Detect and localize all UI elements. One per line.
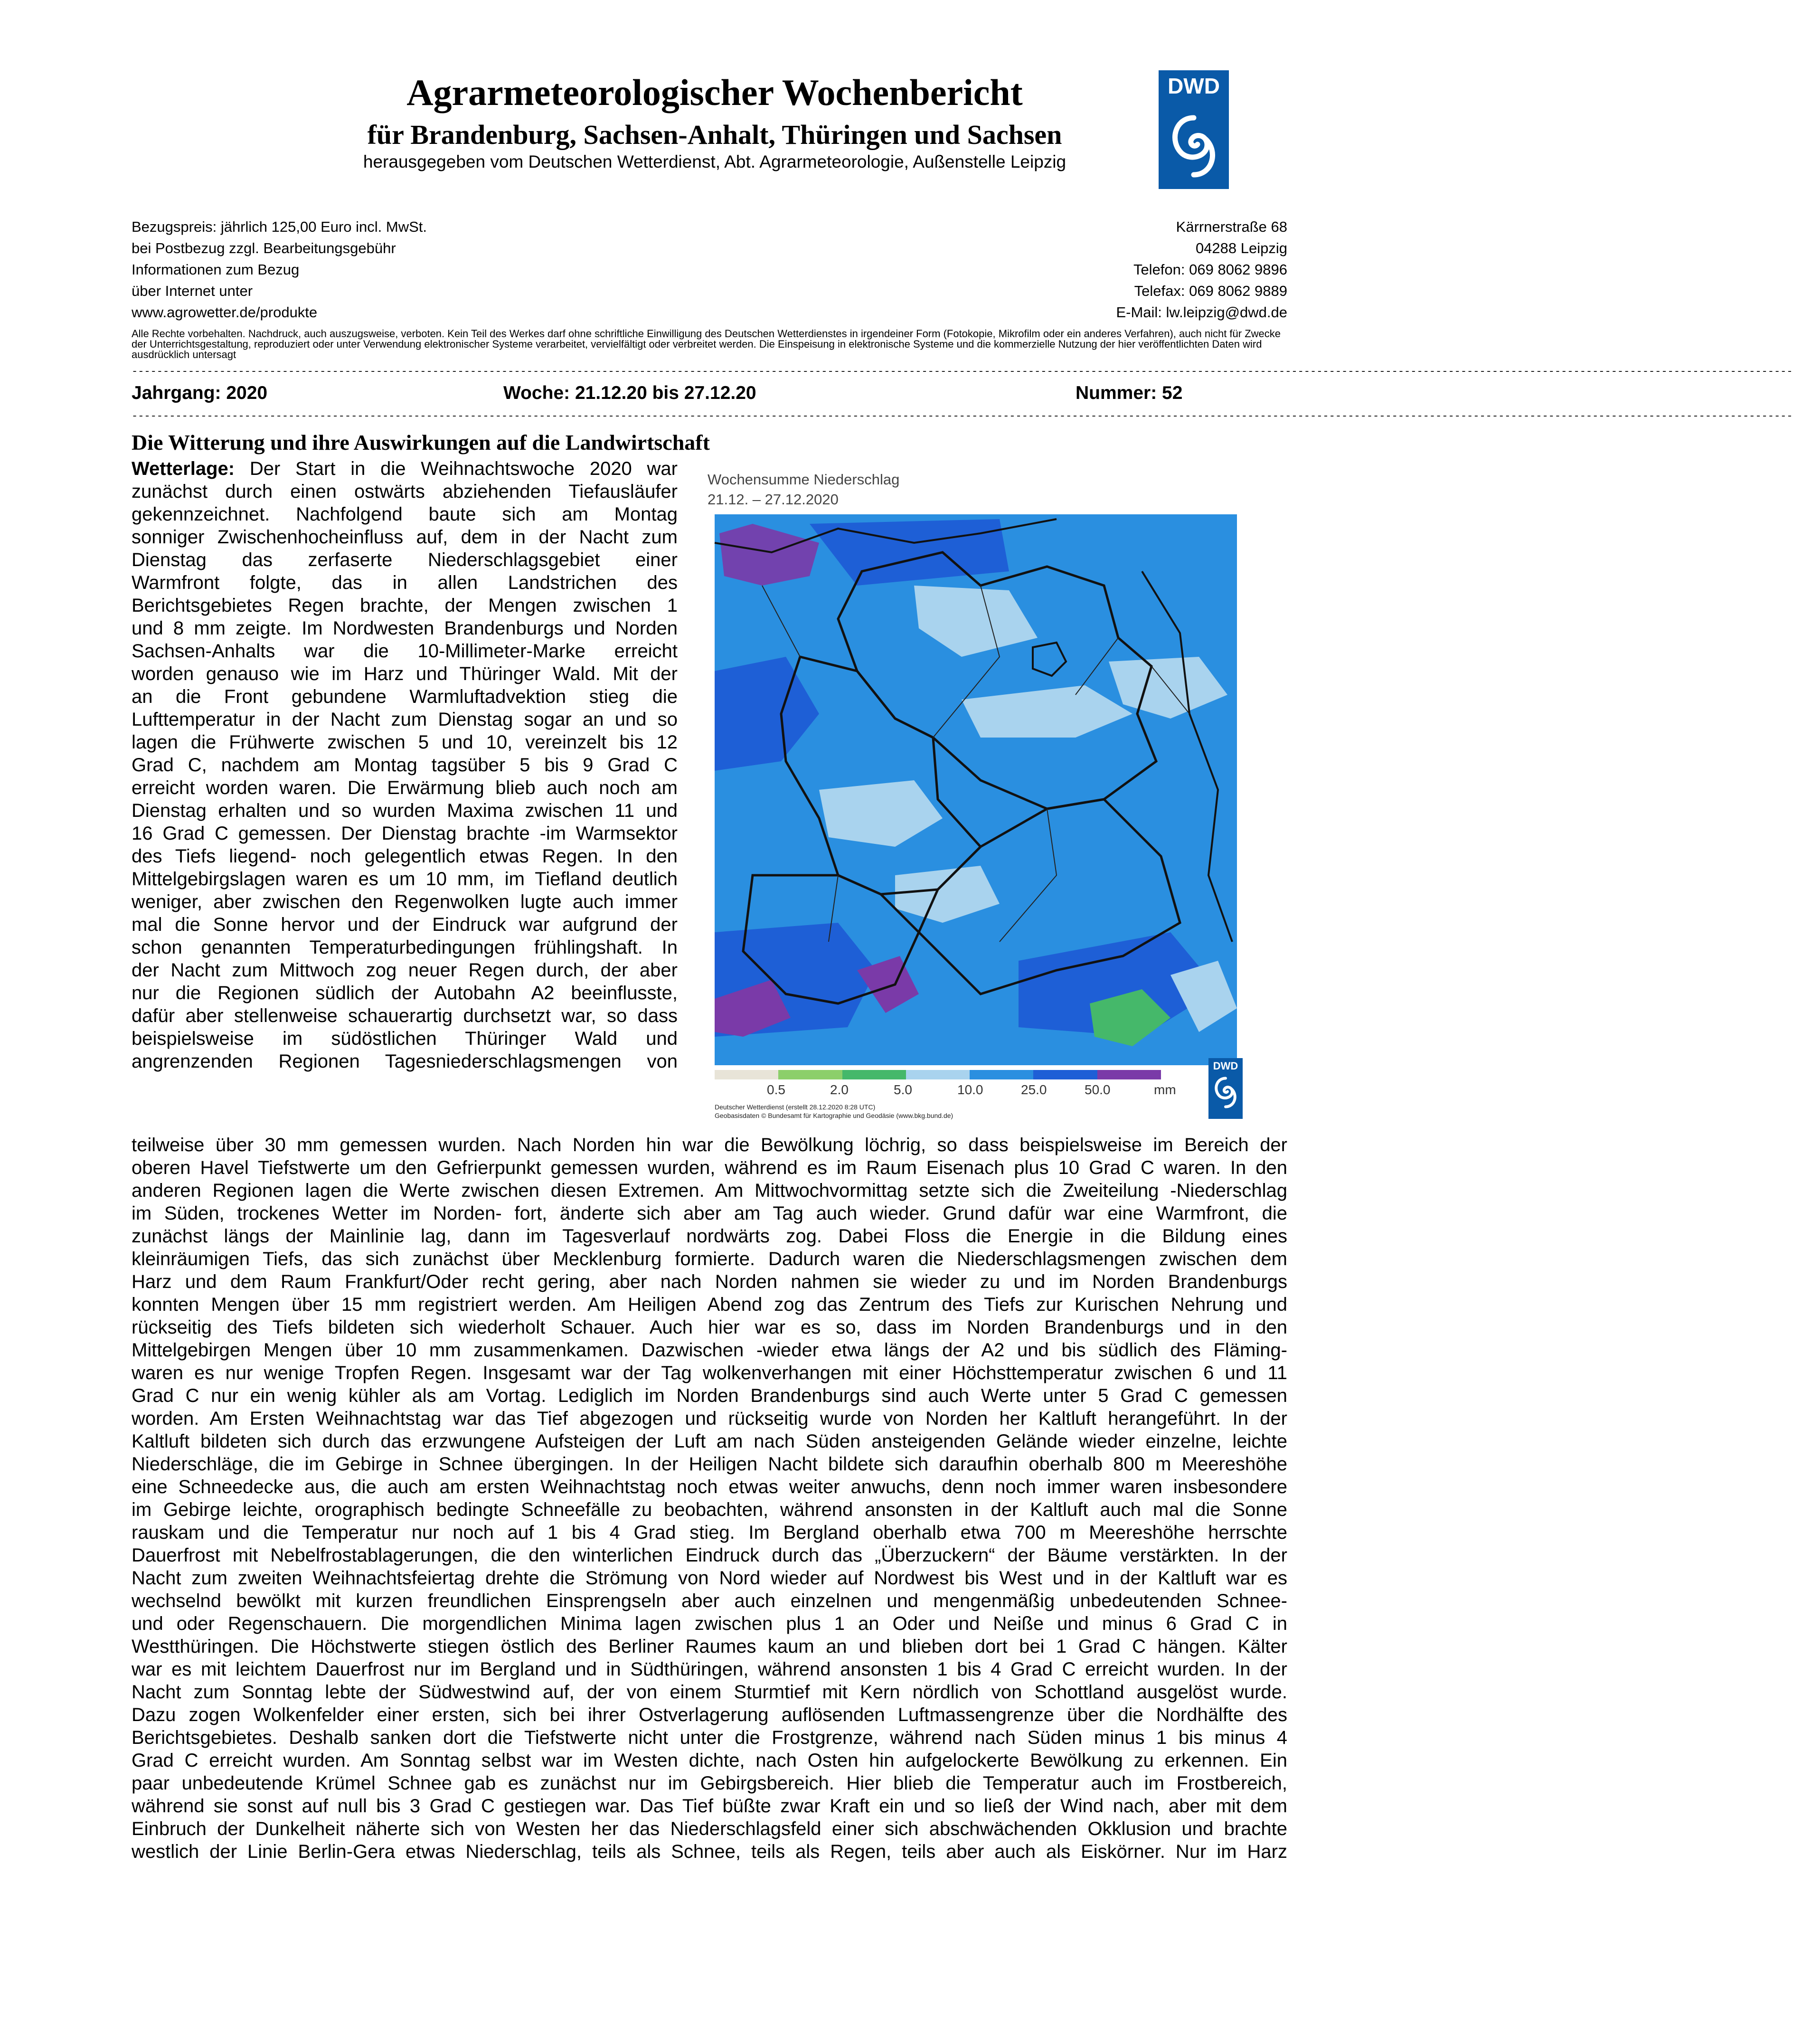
article-line: lagen die Frühwerte zwischen 5 und 10, vereinzelt bis 12 bbox=[132, 732, 678, 753]
article-line: kleinräumigen Tiefs, das sich zunächst über Mecklenburg formierte. Dadurch waren die Niederschlagsmengen zwischen dem bbox=[132, 1249, 1287, 1269]
separator-line: ------------------------------------------------------------------------------------------------------------------------------------------------------------------------------------------------------------------------------------------------------------------------- bbox=[132, 410, 1793, 422]
dwd-logo bbox=[1159, 70, 1229, 189]
article-line: Niederschläge, die im Gebirge in Schnee übergingen. In der Heiligen Nacht bildete sich daraufhin oberhalb 800 m Meereshöhe bbox=[132, 1454, 1287, 1475]
article-line: zunächst durch einen ostwärts abziehenden Tiefausläufer bbox=[132, 481, 678, 502]
legend-label: mm bbox=[1154, 1082, 1176, 1097]
article-line: an die Front gebundene Warmluftadvektion stieg die bbox=[132, 686, 678, 707]
article-line: war es mit leichtem Dauerfrost nur im Bergland und in Südthüringen, während ansonsten 1 bis 4 Grad C erreicht wurden. In der bbox=[132, 1659, 1287, 1680]
legend-label: 5.0 bbox=[894, 1082, 912, 1097]
article-line: Grad C nur ein wenig kühler als am Vortag. Lediglich im Norden Brandenburgs sind auch Werte unter 5 Grad C gemessen bbox=[132, 1385, 1287, 1406]
separator-line: ------------------------------------------------------------------------------------------------------------------------------------------------------------------------------------------------------------------------------------------------------------------------- bbox=[132, 366, 1793, 378]
article-line: sonniger Zwischenhocheinfluss auf, dem in der Nacht zum bbox=[132, 527, 678, 548]
legend-label: 0.5 bbox=[767, 1082, 785, 1097]
article-line: worden genauso wie im Harz und Thüringer Wald. Mit der bbox=[132, 663, 678, 684]
article-line: Mittelgebirgslagen waren es um 10 mm, im Tiefland deutlich bbox=[132, 869, 678, 890]
article-line: Dienstag erhalten und so wurden Maxima zwischen 11 und bbox=[132, 800, 678, 821]
article-line: paar unbedeutende Krümel Schnee gab es zunächst nur im Gebirgsbereich. Hier blieb die Temperatur auch im Frostbereich, bbox=[132, 1773, 1287, 1794]
subscription-info bbox=[132, 216, 427, 323]
report-subtitle: für Brandenburg, Sachsen-Anhalt, Thüringen und Sachsen bbox=[367, 119, 1062, 150]
article-line: zunächst längs der Mainlinie lag, dann im Tagesverlauf nordwärts zog. Dabei Floss die Energie in die Bildung eines bbox=[132, 1226, 1287, 1247]
article-line: eine Schneedecke aus, die auch am ersten Weihnachtstag noch etwas weiter anwuchs, denn noch immer waren insbesondere bbox=[132, 1476, 1287, 1497]
article-line: des Tiefs liegend- noch gelegentlich etwas Regen. In den bbox=[132, 846, 678, 867]
article-line: Mittelgebirgen Mengen über 10 mm zusammenkamen. Dazwischen -wieder etwa längs der A2 und bis südlich des Fläming- bbox=[132, 1340, 1287, 1361]
report-title: Agrarmeteorologischer Wochenbericht bbox=[406, 72, 1023, 113]
article-line: Berichtsgebietes. Deshalb sanken dort die Tiefstwerte nicht unter die Frostgrenze, während nach Süden minus 1 bis minus 4 bbox=[132, 1727, 1287, 1748]
legend-swatch bbox=[1097, 1070, 1161, 1079]
dwd-small-logo bbox=[1208, 1058, 1243, 1119]
address-city: 04288 Leipzig bbox=[1195, 240, 1287, 256]
article-line: angrenzenden Regionen Tagesniederschlagsmengen von bbox=[132, 1051, 678, 1072]
article-line: gekennzeichnet. Nachfolgend baute sich am Montag bbox=[132, 504, 678, 525]
article-line: anderen Regionen lagen die Werte zwischen diesen Extremen. Am Mittwochvormittag setzte sich die Zweiteilung -Niederschlag bbox=[132, 1180, 1287, 1201]
article-line: Dazu zogen Wolkenfelder einer ersten, sich bei ihrer Ostverlagerung auflösenden Luftmassengrenze über die Nordhälfte des bbox=[132, 1704, 1287, 1725]
legend-label: 10.0 bbox=[957, 1082, 983, 1097]
article-line: worden. Am Ersten Weihnachtstag war das Tief abgezogen und rückseitig wurde von Norden her Kaltluft herangeführt. In der bbox=[132, 1408, 1287, 1429]
article-line: beispielsweise im südöstlichen Thüringer Wald und bbox=[132, 1028, 678, 1049]
dwd-logo-text: DWD bbox=[1168, 74, 1220, 98]
article-line: Kaltluft bildeten sich durch das erzwungene Aufsteigen der Luft am nach Süden ansteigenden Gelände wieder einzelne, leichte bbox=[132, 1431, 1287, 1452]
info-line: Bezugspreis: jährlich 125,00 Euro incl. MwSt. bbox=[132, 218, 427, 235]
article-line: Berichtsgebietes Regen brachte, der Mengen zwischen 1 bbox=[132, 595, 678, 616]
article-line: rauskam und die Temperatur nur noch auf 1 bis 4 Grad stieg. Im Bergland oberhalb etwa 700 m Meereshöhe herrschte bbox=[132, 1522, 1287, 1543]
article-line: westlich der Linie Berlin-Gera etwas Niederschlag, teils als Schnee, teils als Regen, teils aber auch als Eiskörner. Nur im Harz bbox=[132, 1841, 1287, 1862]
map-geodata-credit: Geobasisdaten © Bundesamt für Kartographie und Geodäsie (www.bkg.bund.de) bbox=[715, 1112, 953, 1119]
legend-swatch bbox=[970, 1070, 1033, 1079]
info-link[interactable]: www.agrowetter.de/produkte bbox=[132, 304, 318, 321]
publisher-line: herausgegeben vom Deutschen Wetterdienst, Abt. Agrarmeteorologie, Außenstelle Leipzig bbox=[363, 152, 1066, 171]
contact-info bbox=[1116, 216, 1287, 323]
phone: Telefon: 069 8062 9896 bbox=[1133, 261, 1287, 278]
article-wide-column bbox=[132, 1134, 1287, 1863]
lead-label: Wetterlage: bbox=[132, 458, 235, 479]
legend-swatch bbox=[842, 1070, 906, 1079]
article-line: und oder Regenschauern. Die morgendlichen Minima lagen zwischen plus 1 an Oder und Neiße und minus 6 Grad C in bbox=[132, 1613, 1287, 1634]
map-title: Wochensumme Niederschlag bbox=[708, 471, 900, 488]
precipitation-map bbox=[715, 514, 1237, 1065]
legend-swatch bbox=[778, 1070, 842, 1079]
article-line: Grad C, nachdem am Montag tagsüber 5 bis 9 Grad C bbox=[132, 755, 678, 776]
legend-labels bbox=[715, 1079, 1189, 1098]
legend-swatch bbox=[715, 1070, 778, 1079]
article-line: Nacht zum Sonntag lebte der Südwestwind auf, der von einem Sturmtief mit Kern nördlich von Schottland ausgelöst wurde. bbox=[132, 1682, 1287, 1703]
article-line: Lufttemperatur in der Nacht zum Dienstag sogar an und so bbox=[132, 709, 678, 730]
article-line: oberen Havel Tiefstwerte um den Gefrierpunkt gemessen wurden, während es im Raum Eisenach plus 10 Grad C waren. In den bbox=[132, 1157, 1287, 1178]
precipitation-map-figure bbox=[708, 469, 1246, 1132]
map-date-range: 21.12. – 27.12.2020 bbox=[708, 491, 839, 508]
legend-swatch bbox=[1033, 1070, 1097, 1079]
issue-week: Woche: 21.12.20 bis 27.12.20 bbox=[503, 383, 756, 403]
article-line: dafür aber stellenweise schauerartig durchsetzt war, so dass bbox=[132, 1005, 678, 1026]
article-line: Sachsen-Anhalts war die 10-Millimeter-Marke erreicht bbox=[132, 641, 678, 662]
dwd-small-swirl-icon bbox=[1211, 1072, 1240, 1110]
article-line: erreicht worden waren. Die Erwärmung blieb auch noch am bbox=[132, 777, 678, 798]
article-line: im Gebirge leichte, orographisch bedingte Schneefälle zu beobachten, während ansonsten in der Kaltluft auch mal die Sonne bbox=[132, 1499, 1287, 1520]
dwd-small-logo-text: DWD bbox=[1213, 1060, 1238, 1072]
article-line: Warmfront folgte, das in allen Landstrichen des bbox=[132, 572, 678, 593]
info-line: bei Postbezug zzgl. Bearbeitungsgebühr bbox=[132, 240, 396, 256]
copyright-notice: Alle Rechte vorbehalten. Nachdruck, auch auszugsweise, verboten. Kein Teil des Werkes darf ohne schriftliche Einwilligung des Deutschen Wetterdienstes in irgendeiner Form (Fotokopie, Mikrofilm oder ein anderes Verfahren), auch nicht für Zwecke der Unterrichtsgestaltung, reproduziert oder unter Verwendung elektronischer Systeme verarbeitet, vervielfältigt oder verbreitet werden. Die Einspeisung in elektronische Systeme und die kommerzielle Nutzung der hier veröffentlichten Daten wird ausdrücklich untersagt bbox=[132, 328, 1281, 360]
legend-label: 25.0 bbox=[1021, 1082, 1047, 1097]
article-line: und 8 mm zeigte. Im Nordwesten Brandenburgs und Norden bbox=[132, 618, 678, 639]
dwd-swirl-icon bbox=[1165, 108, 1222, 180]
article-line: teilweise über 30 mm gemessen wurden. Nach Norden hin war die Bewölkung löchrig, so dass beispielsweise im Bereich der bbox=[132, 1135, 1287, 1155]
article-line: Westthüringen. Die Höchstwerte stiegen östlich des Berliner Raumes kaum an und blieben dort bei 1 Grad C hängen. Kälter bbox=[132, 1636, 1287, 1657]
article-line: Harz und dem Raum Frankfurt/Oder recht gering, aber nach Norden nahmen sie wieder zu und im Norden Brandenburgs bbox=[132, 1271, 1287, 1292]
article-line: 16 Grad C gemessen. Der Dienstag brachte -im Warmsektor bbox=[132, 823, 678, 844]
article-line: wechselnd bewölkt mit kurzen freundlichen Einsprengseln aber auch einzelnen und mengenmäßig unbedeutenden Schnee- bbox=[132, 1590, 1287, 1611]
email-link[interactable]: E-Mail: lw.leipzig@dwd.de bbox=[1116, 304, 1287, 321]
article-line: Dienstag das zerfaserte Niederschlagsgebiet einer bbox=[132, 549, 678, 570]
article-line bbox=[132, 457, 678, 480]
article-line: nur die Regionen südlich der Autobahn A2 beeinflusste, bbox=[132, 983, 678, 1003]
article-line: der Nacht zum Mittwoch zog neuer Regen durch, der aber bbox=[132, 960, 678, 981]
article-line: waren es nur wenige Tropfen Regen. Insgesamt war der Tag wolkenverhangen mit einer Höchsttemperatur zwischen 6 und 11 bbox=[132, 1363, 1287, 1383]
fax: Telefax: 069 8062 9889 bbox=[1134, 283, 1287, 299]
article-line: konnten Mengen über 15 mm registriert werden. Am Heiligen Abend zog das Zentrum des Tiefs zur Kurischen Nehrung und bbox=[132, 1294, 1287, 1315]
legend-swatch bbox=[906, 1070, 970, 1079]
article-narrow-column bbox=[132, 457, 678, 1073]
article-line: Grad C erreicht wurden. Am Sonntag selbst war im Westen dichte, nach Osten hin aufgelockerte Bewölkung zu erkennen. Ein bbox=[132, 1750, 1287, 1771]
issue-number: Nummer: 52 bbox=[1076, 383, 1183, 403]
address-street: Kärrnerstraße 68 bbox=[1176, 218, 1287, 235]
article-line: Nacht zum zweiten Weihnachtsfeiertag drehte die Strömung von Nord wieder auf Nordwest bis West und in der Kaltluft war es bbox=[132, 1568, 1287, 1589]
article-line: Dauerfrost mit Nebelfrostablagerungen, die den winterlichen Eindruck durch das „Überzuckern“ der Bäume verstärkten. In der bbox=[132, 1545, 1287, 1566]
article-line: rückseitig des Tiefs bildeten sich wiederholt Schauer. Auch hier war es so, dass im Norden Brandenburgs und in den bbox=[132, 1317, 1287, 1338]
info-line: über Internet unter bbox=[132, 283, 253, 299]
article-line: schon genannten Temperaturbedingungen frühlingshaft. In bbox=[132, 937, 678, 958]
lead-text: Der Start in die Weihnachtswoche 2020 war bbox=[235, 458, 678, 479]
legend-label: 2.0 bbox=[830, 1082, 849, 1097]
section-heading: Die Witterung und ihre Auswirkungen auf die Landwirtschaft bbox=[132, 430, 710, 454]
legend-label: 50.0 bbox=[1085, 1082, 1111, 1097]
article-line: mal die Sonne hervor und der Eindruck war aufgrund der bbox=[132, 914, 678, 935]
legend-color-bar bbox=[715, 1070, 1161, 1079]
article-line: während sie sonst auf null bis 3 Grad C gestiegen war. Das Tief büßte zwar Kraft ein und so ließ der Wind nach, aber mit dem bbox=[132, 1796, 1287, 1817]
info-line: Informationen zum Bezug bbox=[132, 261, 300, 278]
map-credit-line: Deutscher Wetterdienst (erstellt 28.12.2020 8:28 UTC) bbox=[715, 1103, 876, 1111]
article-line: Einbruch der Dunkelheit näherte sich von Westen her das Niederschlagsfeld einer sich abschwächenden Okklusion und brachte bbox=[132, 1818, 1287, 1839]
issue-year: Jahrgang: 2020 bbox=[132, 383, 268, 403]
article-line: weniger, aber zwischen den Regenwolken lugte auch immer bbox=[132, 891, 678, 912]
article-line: im Süden, trockenes Wetter im Norden- fort, änderte sich aber am Tag auch wieder. Grund dafür war eine Warmfront, die bbox=[132, 1203, 1287, 1224]
